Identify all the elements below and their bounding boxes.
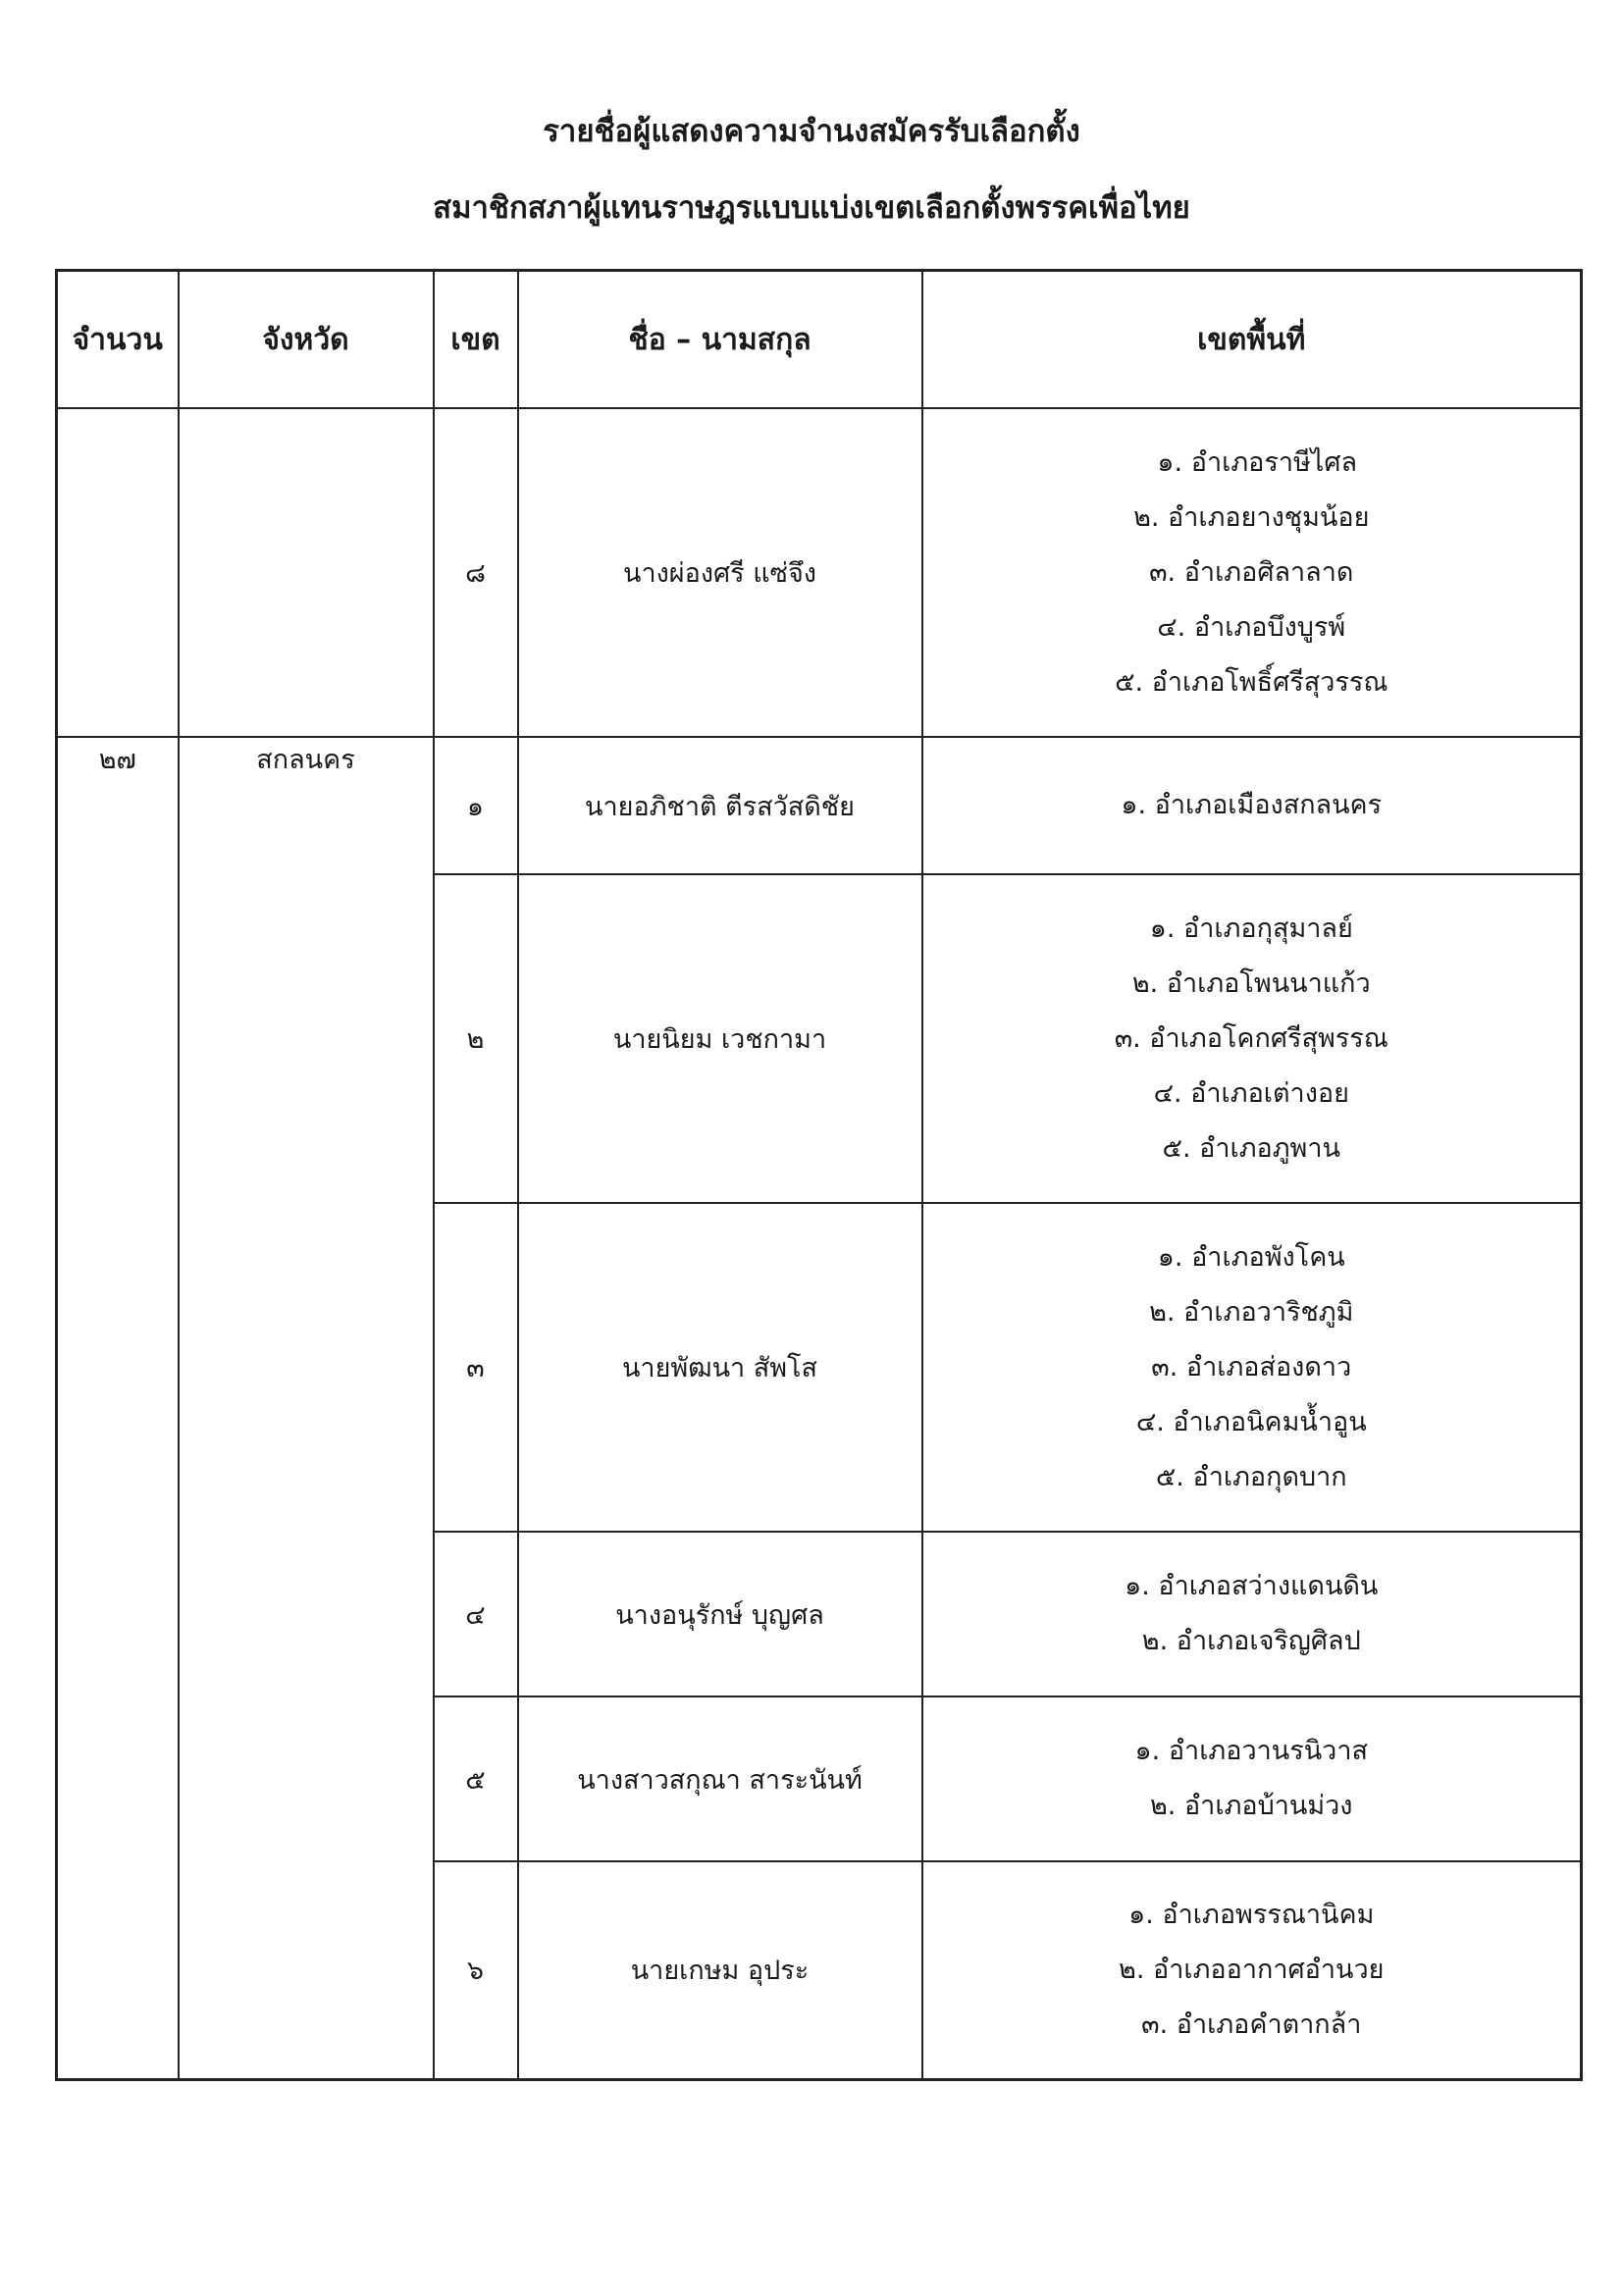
count-cell: ๒๗ (57, 737, 179, 2079)
area-cell (922, 1861, 1582, 2079)
document-title-line-2: สมาชิกสภาผู้แทนราษฎรแบบแบ่งเขตเลือกตั้งพรรคเพื่อไทย (433, 190, 1190, 226)
candidate-name: นางสาวสกุณา สาระนันท์ (518, 1696, 922, 1861)
document-title-line-1: รายชื่อผู้แสดงความจำนงสมัครรับเลือกตั้ง (543, 114, 1080, 149)
area-item: ๑. อำเภอวานรนิวาส (1134, 1736, 1368, 1766)
candidate-name: นางอนุรักษ์ บุญศล (518, 1532, 922, 1696)
candidate-name: นางผ่องศรี แซ่จึง (518, 408, 922, 737)
area-cell (922, 408, 1582, 737)
province-cell: สกลนคร (179, 737, 434, 2079)
area-item: ๒. อำเภอยางชุมน้อย (1133, 501, 1370, 533)
area-item: ๑. อำเภอราษีไศล (1157, 446, 1358, 478)
area-item: ๔. อำเภอนิคมน้ำอูน (1135, 1406, 1367, 1437)
area-item: ๒. อำเภอเจริญศิลป (1141, 1626, 1361, 1656)
candidate-table (55, 269, 1583, 2081)
area-item: ๓. อำเภอคำตากล้า (1141, 2009, 1362, 2040)
area-item: ๕. อำเภอโพธิ์ศรีสุวรรณ (1115, 666, 1388, 698)
area-item: ๕. อำเภอภูพาน (1162, 1132, 1340, 1164)
district-cell: ๖ (434, 1861, 518, 2079)
area-cell (922, 874, 1582, 1203)
area-cell (922, 1203, 1582, 1532)
area-item: ๓. อำเภอโคกศรีสุพรรณ (1114, 1022, 1388, 1054)
area-item: ๓. อำเภอส่องดาว (1151, 1351, 1352, 1383)
area-item: ๕. อำเภอกุดบาก (1155, 1461, 1347, 1492)
district-cell: ๘ (434, 408, 518, 737)
area-item: ๒. อำเภออากาศอำนวย (1119, 1954, 1385, 1985)
table-row (57, 408, 1582, 737)
area-item: ๔. อำเภอเต่างอย (1153, 1077, 1349, 1109)
candidate-name: นายอภิชาติ ตีรสวัสดิชัย (518, 737, 922, 874)
area-item: ๑. อำเภอพังโคน (1157, 1241, 1345, 1273)
area-item: ๑. อำเภอกุสุมาลย์ (1149, 913, 1353, 944)
header-province: จังหวัด (179, 271, 434, 409)
area-item: ๑. อำเภอพรรณานิคม (1128, 1899, 1375, 1930)
area-item: ๑. อำเภอเมืองสกลนคร (1121, 790, 1383, 820)
area-cell (922, 1696, 1582, 1861)
area-item: ๓. อำเภอศิลาลาด (1149, 556, 1354, 588)
district-cell: ๓ (434, 1203, 518, 1532)
header-area: เขตพื้นที่ (922, 271, 1582, 409)
table-row (57, 737, 1582, 874)
district-cell: ๑ (434, 737, 518, 874)
table-header-row (57, 271, 1582, 409)
district-cell: ๔ (434, 1532, 518, 1696)
candidate-name: นายเกษม อุประ (518, 1861, 922, 2079)
district-cell: ๒ (434, 874, 518, 1203)
area-item: ๒. อำเภอวาริชภูมิ (1149, 1296, 1354, 1328)
district-cell: ๕ (434, 1696, 518, 1861)
header-count: จำนวน (57, 271, 179, 409)
header-district: เขต (434, 271, 518, 409)
candidate-name: นายพัฒนา สัพโส (518, 1203, 922, 1532)
count-cell (57, 408, 179, 737)
area-item: ๒. อำเภอโพนนาแก้ว (1131, 967, 1371, 999)
area-cell (922, 737, 1582, 874)
area-item: ๑. อำเภอสว่างแดนดิน (1125, 1571, 1379, 1601)
area-item: ๔. อำเภอบึงบูรพ์ (1157, 611, 1346, 643)
area-cell (922, 1532, 1582, 1696)
area-item: ๒. อำเภอบ้านม่วง (1150, 1791, 1353, 1821)
candidate-name: นายนิยม เวชกามา (518, 874, 922, 1203)
header-name: ชื่อ – นามสกุล (518, 271, 922, 409)
province-cell (179, 408, 434, 737)
